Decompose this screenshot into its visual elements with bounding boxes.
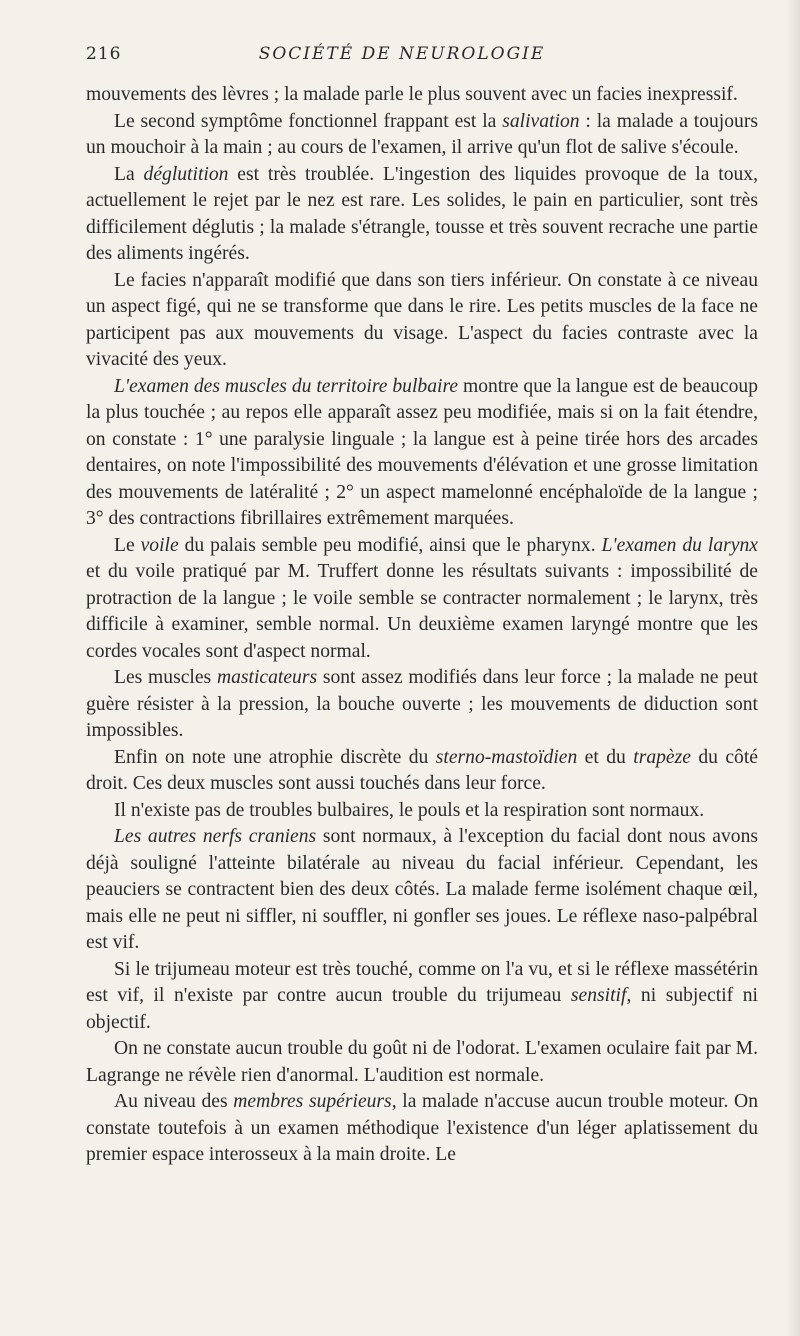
paragraph [86, 374, 758, 533]
text-run: Si le trijumeau moteur est très touché, comme on l'a vu, et si le réflexe massétérin est vif, il n'existe par contre aucun trouble du trijumeau [86, 958, 758, 1006]
text-run: Enfin on note une atrophie discrète du [114, 746, 436, 768]
text-run: , la malade n'accuse aucun trouble moteur. On constate toutefois à un examen méthodique l'existence d'un léger aplatissement du premier espace interosseux à la main droite. Le [86, 1091, 758, 1165]
paragraph [86, 824, 758, 957]
paragraph [86, 665, 758, 745]
text-run: et du voile pratiqué par M. Truffert donne les résultats suivants : impossibilité de protraction de la langue ; le voile semble se contracter normalement ; le larynx, très difficile à examiner, semble normal. Un deuxième examen laryngé montre que les cordes vocales sont d'aspect normal. [86, 561, 758, 662]
paragraph [86, 1036, 758, 1089]
paragraph [86, 745, 758, 798]
italic-text: salivation [502, 110, 580, 132]
text-run: est très troublée. L'ingestion des liquides provoque de la toux, actuellement le rejet par le nez est rare. Les solides, le pain en particulier, sont très difficilement déglutis ; la malade s'étrangle, tousse et très souvent recrache une partie des aliments ingérés. [86, 163, 758, 264]
text-run: Il n'existe pas de troubles bulbaires, le pouls et la respiration sont normaux. [114, 799, 705, 821]
text-run: Le [114, 534, 141, 556]
italic-text: sensitif [570, 985, 627, 1006]
paragraph [86, 109, 758, 162]
text-run: Les muscles [114, 667, 217, 688]
text-run: sont assez modifiés dans leur force ; la malade ne peut guère résister à la pression, la bouche ouverte ; les mouvements de diduction sont impossibles. [86, 667, 758, 741]
text-run: du côté droit. Ces deux muscles sont aussi touchés dans leur force. [86, 746, 758, 794]
italic-text: Les autres nerfs craniens [114, 826, 317, 847]
text-run: , ni subjectif ni objectif. [86, 985, 758, 1033]
text-run: La [114, 163, 144, 185]
text-run: Au niveau des [114, 1091, 234, 1112]
text-run: On ne constate aucun trouble du goût ni de l'odorat. L'examen oculaire fait par M. Lagrange ne révèle rien d'anormal. L'audition est normale. [86, 1038, 758, 1086]
italic-text: voile [140, 534, 179, 556]
text-run: et du [577, 746, 634, 768]
article-body [86, 82, 758, 1169]
page-edge-shadow [786, 0, 800, 1336]
page-number: 216 [86, 44, 122, 64]
italic-text: déglutition [143, 163, 229, 185]
italic-text: L'examen du larynx [601, 534, 758, 556]
text-run: Le second symptôme fonctionnel frappant est la [114, 110, 503, 132]
paragraph [86, 533, 758, 666]
paragraph [86, 957, 758, 1037]
text-run: montre que la langue est de beaucoup la plus touchée ; au repos elle apparaît assez peu modifiée, mais si on la fait étendre, on constate : 1° une paralysie linguale ; la langue est à peine tirée hors des arcades dentaires, on note l'impossibilité des mouvements d'élévation et une grosse limitation des mouvements de latéralité ; 2° un aspect mamelonné encéphaloïde de la langue ; 3° des contractions fibrillaires extrêmement marquées. [86, 375, 758, 529]
text-run: sont normaux, à l'exception du facial dont nous avons déjà souligné l'atteinte bilatérale au niveau du facial inférieur. Cependant, les peauciers se contractent bien des deux côtés. La malade ferme isolément chaque œil, mais elle ne peut ni siffler, ni souffler, ni gonfler ses joues. Le réflexe naso-palpébral est vif. [86, 826, 758, 953]
italic-text: sterno-mastoïdien [435, 746, 578, 768]
italic-text: L'examen des muscles du territoire bulbaire [114, 375, 459, 397]
paragraph [86, 268, 758, 374]
italic-text: masticateurs [216, 667, 318, 688]
paragraph [86, 1089, 758, 1169]
page-header [86, 44, 758, 82]
paragraph [86, 162, 758, 268]
paragraph [86, 82, 758, 109]
italic-text: trapèze [633, 746, 691, 768]
text-run: du palais semble peu modifié, ainsi que le pharynx. [178, 534, 602, 556]
italic-text: membres supérieurs [233, 1091, 392, 1112]
text-run: Le facies n'apparaît modifié que dans son tiers inférieur. On constate à ce niveau un aspect figé, qui ne se transforme que dans le rire. Les petits muscles de la face ne participent pas aux mouvements du visage. L'aspect du facies contraste avec la vivacité des yeux. [86, 269, 758, 370]
text-run: mouvements des lèvres ; la malade parle le plus souvent avec un facies inexpressif. [86, 84, 738, 105]
paragraph [86, 798, 758, 825]
running-head: SOCIÉTÉ DE NEUROLOGIE [258, 44, 546, 64]
text-run: : la malade a toujours un mouchoir à la main ; au cours de l'examen, il arrive qu'un flot de salive s'écoule. [86, 110, 758, 158]
